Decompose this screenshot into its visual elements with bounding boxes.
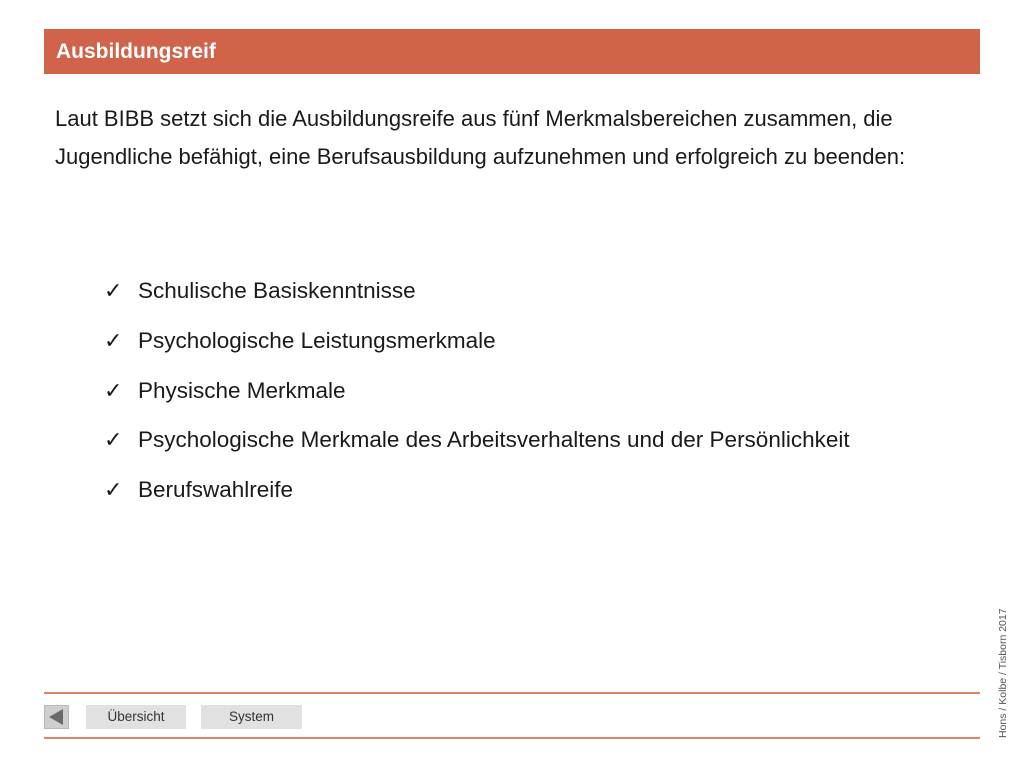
list-item [104,422,850,472]
author-credit: Hons / Kolbe / Tisborn 2017 [997,608,1009,738]
slide-title: Ausbildungsreif [56,40,216,63]
checkmark-icon: ✓ [104,427,123,453]
checkmark-icon: ✓ [104,327,123,353]
list-item-label: Schulische Basiskenntnisse [138,278,416,303]
back-button[interactable] [44,705,69,729]
list-item [104,273,850,323]
checkmark-icon: ✓ [104,377,123,403]
footer-divider-top [44,692,980,694]
intro-paragraph: Laut BIBB setzt sich die Ausbildungsreife aus fünf Merkmalsbereichen zusammen, die Jugendliche befähigt, eine Berufsausbildung aufzunehmen und erfolgreich zu beenden: [55,106,906,169]
checkmark-icon: ✓ [104,477,123,503]
footer-divider-bottom [44,737,980,739]
title-bar [44,29,980,74]
system-button[interactable]: System [201,705,302,729]
list-item-label: Berufswahlreife [138,477,294,503]
list-item [104,472,850,522]
list-item-label: Physische Merkmale [138,377,346,403]
criteria-list [104,273,850,522]
list-item-label: Psychologische Merkmale des Arbeitsverhaltens und der Persönlichkeit [138,427,850,453]
list-item-label: Psychologische Leistungsmerkmale [138,327,496,353]
list-item [104,323,850,373]
back-arrow-icon [49,709,63,725]
overview-button[interactable]: Übersicht [86,705,186,729]
checkmark-icon: ✓ [104,278,123,303]
list-item [104,373,850,423]
